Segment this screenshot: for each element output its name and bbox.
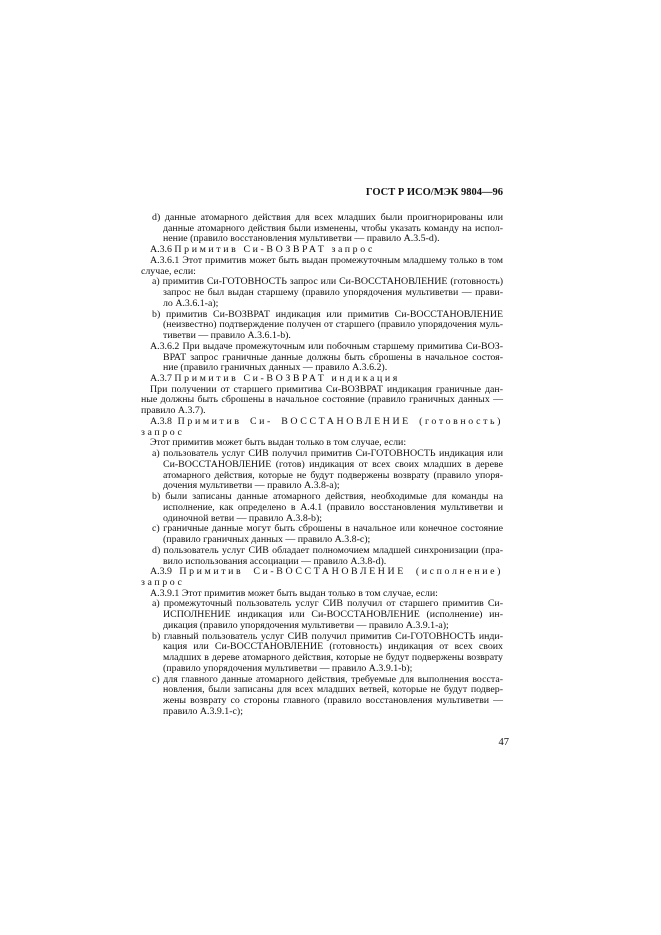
text-line: b) примитив Си-ВОЗВРАТ индикация или примитив Си-ВОССТАНОВЛЕНИЕ (152, 308, 503, 320)
section-number: А.3.7 (150, 373, 175, 385)
text-line: исполнение, как определено в А.4.1 (правило восстановления мультиветви и (163, 501, 503, 513)
text-line: а) пользователь услуг СИВ получил примитив Си-ГОТОВНОСТЬ индикация или (152, 448, 503, 460)
text-line: (правило упорядочения мультиветви — правило А.3.9.1-b); (163, 662, 413, 674)
section-title: запрос (141, 426, 185, 438)
text-line: вило использования ассоциации — правило А.3.8-d). (163, 555, 387, 567)
text-line: младших в дереве атомарного действия, которые не будут подвержены возврату (163, 652, 503, 664)
text-line: (правило граничных данных — правило А.3.8-с); (163, 534, 371, 546)
text-line: А.3.6.1 Этот примитив может быть выдан промежуточным младшему только в том (150, 254, 503, 266)
text-line: Этот примитив может быть выдан только в том случае, если: (150, 437, 407, 449)
text-line: а) промежуточный пользователь услуг СИВ получил от старшего примитив Си- (152, 598, 503, 610)
section-number: А.3.8 (150, 415, 178, 427)
text-line: с) для главного данные атомарного действия, требуемые для выполнения восста- (152, 673, 503, 685)
text-line: а) примитив Си-ГОТОВНОСТЬ запрос или Си-ВОССТАНОВЛЕНИЕ (готовность) (152, 276, 503, 288)
page-number: 47 (498, 737, 509, 748)
text-line: b) были записаны данные атомарного действия, необходимые для команды на (152, 491, 503, 503)
text-line: ВРАТ запрос граничные данные должны быть сброшены в начальное состоя- (163, 351, 503, 363)
text-line: жены возврату со стороны главного (правило восстановления мультиветви — (163, 695, 503, 707)
text-line: ло А.3.6.1-а); (163, 297, 219, 309)
text-line: данные атомарного действия были изменены, чтобы указать команду на испол- (163, 222, 503, 234)
text-line: ИСПОЛНЕНИЕ индикация или Си-ВОССТАНОВЛЕНИЕ (исполнение) ин- (163, 609, 503, 621)
text-line: случае, если: (141, 265, 196, 277)
text-line: с) граничные данные могут быть сброшены в начальное или конечное состояние (152, 523, 503, 535)
section-heading-line (150, 567, 503, 578)
text-line: правило А.3.9.1-с); (163, 705, 243, 717)
text-line: атомарного действия, которые не будут подвержены возврату (правило упоря- (163, 469, 503, 481)
section-heading-line (150, 417, 503, 428)
section-title: запрос (141, 576, 185, 588)
section-number: А.3.9 (150, 566, 180, 578)
text-line: d) данные атомарного действия для всех младших были проигнорированы или (152, 212, 503, 223)
text-line: d) пользователь услуг СИВ обладает полномочием младшей синхронизации (пра- (152, 544, 503, 556)
text-line: (неизвестно) подтверждение получен от старшего (правило упорядочения муль- (163, 319, 503, 331)
section-title: Примитив Си-ВОЗВРАТ индикация (174, 373, 400, 385)
text-line: b) главный пользователь услуг СИВ получил примитив Си-ГОТОВНОСТЬ инди- (152, 630, 503, 642)
text-line: тиветви — правило А.3.6.1-b). (163, 330, 291, 342)
document-header: ГОСТ Р ИСО/МЭК 9804—96 (365, 187, 503, 198)
section-number: А.3.6 (150, 244, 175, 256)
text-line: правило А.3.7). (141, 405, 206, 417)
text-line: новления, были записаны для всех младших ветвей, которые не будут подвер- (163, 684, 503, 696)
text-line: одиночной ветви — правило А.3.8-b); (163, 512, 323, 524)
text-line: запрос не был выдан старшему (правило упорядочения мультиветви — прави- (163, 287, 503, 299)
text-line: ные должны быть сброшены в начальное состояние (правило граничных данных — (141, 394, 503, 406)
text-line: кация или Си-ВОССТАНОВЛЕНИЕ (готовность) индикация от всех своих (163, 641, 503, 653)
text-line: А.3.9.1 Этот примитив может быть выдан только в том случае, если: (150, 587, 438, 599)
section-title: Примитив Си-ВОЗВРАТ запрос (174, 244, 375, 256)
document-body (141, 213, 503, 718)
text-line: При получении от старшего примитива Си-ВОЗВРАТ индикация граничные дан- (150, 383, 503, 395)
section-title: Примитив Си- ВОССТАНОВЛЕНИЕ (готовность) (177, 415, 503, 427)
text-line: А.3.6.2 При выдаче промежуточным или побочным старшему примитива Си-ВОЗ- (150, 340, 503, 352)
section-title: Примитив Си-ВОССТАНОВЛЕНИЕ (исполнение) (179, 566, 503, 578)
text-line: дочения мультиветви — правило А.3.8-а); (163, 480, 340, 492)
text-line: нение (правило восстановления мультиветви — правило А.3.5-d). (163, 233, 440, 245)
text-line: ние (правило граничных данных — правило А.3.6.2). (163, 362, 388, 374)
text-line: дикация (правило упорядочения мультиветви — правило А.3.9.1-а); (163, 619, 449, 631)
text-line: Си-ВОССТАНОВЛЕНИЕ (готов) индикация от всех своих младших в дереве (163, 458, 503, 470)
